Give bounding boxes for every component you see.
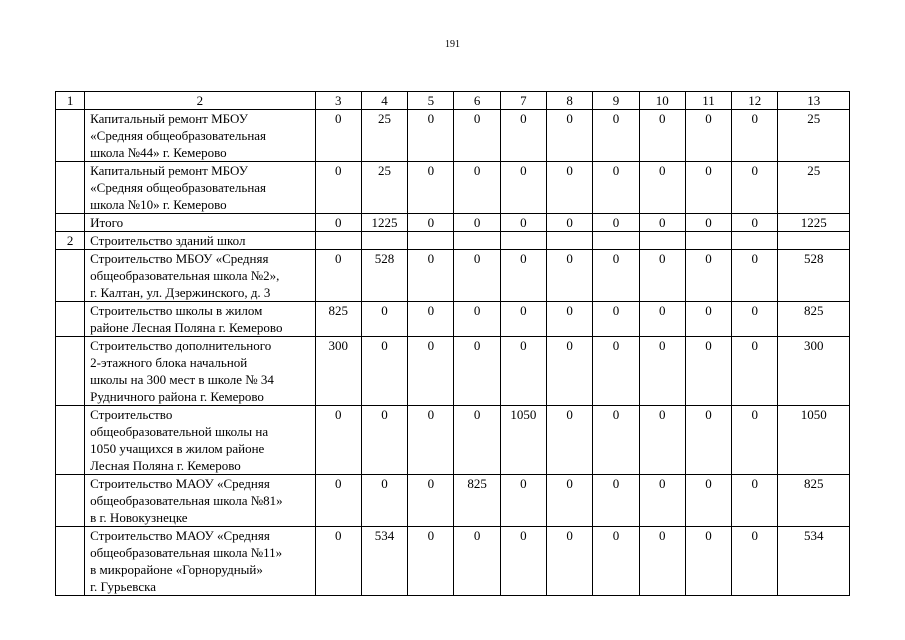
column-header: 5 (408, 92, 454, 110)
page-number: 191 (445, 39, 460, 50)
value-cell: 0 (639, 406, 685, 475)
row-number (56, 406, 85, 475)
value-cell: 0 (685, 302, 731, 337)
value-cell (315, 232, 361, 250)
row-number (56, 337, 85, 406)
value-cell: 0 (547, 337, 593, 406)
value-cell: 0 (315, 406, 361, 475)
table-row (56, 302, 850, 337)
column-header: 7 (500, 92, 546, 110)
value-cell: 0 (315, 527, 361, 596)
row-description (85, 110, 315, 162)
value-cell: 0 (685, 110, 731, 162)
row-number (56, 250, 85, 302)
value-cell: 1050 (500, 406, 546, 475)
value-cell: 25 (361, 110, 407, 162)
value-cell (408, 232, 454, 250)
value-cell: 825 (315, 302, 361, 337)
description-line: школы на 300 мест в школе № 34 (90, 372, 274, 387)
description-line: Строительство (90, 407, 173, 422)
description-line: школа №10» г. Кемерово (90, 197, 227, 212)
value-cell: 0 (639, 110, 685, 162)
description-line: районе Лесная Поляна г. Кемерово (90, 320, 283, 335)
description-line: Строительство МАОУ «Средняя (90, 476, 270, 491)
value-cell: 0 (315, 214, 361, 232)
value-cell: 0 (408, 110, 454, 162)
value-cell: 300 (315, 337, 361, 406)
value-cell: 0 (408, 302, 454, 337)
row-description (85, 337, 315, 406)
value-cell: 0 (408, 527, 454, 596)
value-cell: 0 (454, 250, 500, 302)
value-cell: 0 (500, 475, 546, 527)
description-line: школа №44» г. Кемерово (90, 145, 227, 160)
value-cell: 534 (361, 527, 407, 596)
value-cell: 300 (778, 337, 850, 406)
value-cell: 0 (685, 162, 731, 214)
table-row (56, 110, 850, 162)
row-number: 2 (56, 232, 85, 250)
value-cell: 0 (593, 406, 639, 475)
value-cell: 0 (547, 527, 593, 596)
value-cell: 0 (639, 250, 685, 302)
value-cell: 0 (593, 302, 639, 337)
value-cell (500, 232, 546, 250)
description-line: Строительство МАОУ «Средняя (90, 528, 270, 543)
row-description (85, 527, 315, 596)
description-line: Строительство дополнительного (90, 338, 272, 353)
description-line: 2-этажного блока начальной (90, 355, 248, 370)
funding-table (55, 91, 850, 596)
value-cell (778, 232, 850, 250)
value-cell: 0 (732, 475, 778, 527)
value-cell: 0 (361, 302, 407, 337)
value-cell: 0 (454, 337, 500, 406)
value-cell: 1225 (778, 214, 850, 232)
value-cell: 0 (547, 162, 593, 214)
value-cell: 0 (454, 302, 500, 337)
value-cell: 0 (361, 337, 407, 406)
value-cell: 0 (454, 214, 500, 232)
row-description (85, 302, 315, 337)
value-cell: 0 (547, 110, 593, 162)
description-line: Капитальный ремонт МБОУ (90, 111, 248, 126)
value-cell: 0 (408, 337, 454, 406)
value-cell (639, 232, 685, 250)
value-cell: 0 (547, 475, 593, 527)
description-line: 1050 учащихся в жилом районе (90, 441, 265, 456)
description-line: в г. Новокузнецке (90, 510, 188, 525)
value-cell: 0 (361, 475, 407, 527)
row-description (85, 232, 315, 250)
row-number (56, 110, 85, 162)
value-cell: 0 (593, 475, 639, 527)
column-header: 13 (778, 92, 850, 110)
column-header: 6 (454, 92, 500, 110)
value-cell: 0 (315, 250, 361, 302)
value-cell: 0 (547, 302, 593, 337)
value-cell: 0 (732, 406, 778, 475)
description-line: Итого (90, 215, 124, 230)
table-row (56, 406, 850, 475)
value-cell: 0 (732, 250, 778, 302)
value-cell: 0 (500, 527, 546, 596)
value-cell: 0 (732, 110, 778, 162)
row-description (85, 406, 315, 475)
value-cell: 0 (361, 406, 407, 475)
description-line: Строительство школы в жилом (90, 303, 263, 318)
column-header: 12 (732, 92, 778, 110)
value-cell (593, 232, 639, 250)
description-line: общеобразовательная школа №11» (90, 545, 283, 560)
description-line: Лесная Поляна г. Кемерово (90, 458, 241, 473)
value-cell: 1225 (361, 214, 407, 232)
value-cell: 0 (408, 406, 454, 475)
value-cell: 0 (593, 214, 639, 232)
value-cell: 0 (454, 110, 500, 162)
value-cell: 0 (315, 475, 361, 527)
table-row (56, 162, 850, 214)
value-cell: 0 (639, 475, 685, 527)
value-cell: 25 (778, 110, 850, 162)
table-row (56, 527, 850, 596)
value-cell: 0 (500, 110, 546, 162)
value-cell: 534 (778, 527, 850, 596)
value-cell: 0 (408, 475, 454, 527)
table-row (56, 232, 850, 250)
value-cell: 0 (315, 162, 361, 214)
description-line: Рудничного района г. Кемерово (90, 389, 264, 404)
value-cell: 25 (361, 162, 407, 214)
value-cell: 0 (500, 214, 546, 232)
value-cell: 0 (500, 302, 546, 337)
value-cell: 25 (778, 162, 850, 214)
column-header: 8 (547, 92, 593, 110)
description-line: Капитальный ремонт МБОУ (90, 163, 248, 178)
column-header: 3 (315, 92, 361, 110)
value-cell: 0 (547, 250, 593, 302)
value-cell: 0 (547, 406, 593, 475)
column-header: 4 (361, 92, 407, 110)
value-cell: 0 (685, 214, 731, 232)
description-line: г. Гурьевска (90, 579, 156, 594)
value-cell: 825 (778, 302, 850, 337)
value-cell: 0 (454, 406, 500, 475)
column-header: 11 (685, 92, 731, 110)
value-cell: 0 (593, 527, 639, 596)
row-description (85, 162, 315, 214)
row-number (56, 214, 85, 232)
row-number (56, 302, 85, 337)
value-cell: 0 (454, 527, 500, 596)
value-cell: 0 (408, 162, 454, 214)
value-cell (685, 232, 731, 250)
value-cell: 0 (593, 162, 639, 214)
description-line: общеобразовательная школа №81» (90, 493, 283, 508)
value-cell: 528 (361, 250, 407, 302)
value-cell: 825 (778, 475, 850, 527)
value-cell: 0 (639, 214, 685, 232)
value-cell: 0 (593, 110, 639, 162)
column-header: 1 (56, 92, 85, 110)
table-row (56, 250, 850, 302)
value-cell: 0 (593, 337, 639, 406)
value-cell: 0 (685, 250, 731, 302)
value-cell: 0 (685, 337, 731, 406)
description-line: «Средняя общеобразовательная (90, 128, 267, 143)
value-cell: 0 (639, 302, 685, 337)
value-cell: 825 (454, 475, 500, 527)
description-line: Строительство МБОУ «Средняя (90, 251, 269, 266)
value-cell (732, 232, 778, 250)
row-description (85, 475, 315, 527)
value-cell: 0 (408, 250, 454, 302)
value-cell: 0 (732, 302, 778, 337)
value-cell: 0 (408, 214, 454, 232)
value-cell: 0 (685, 406, 731, 475)
value-cell: 1050 (778, 406, 850, 475)
value-cell: 0 (639, 527, 685, 596)
row-description (85, 250, 315, 302)
value-cell: 0 (732, 162, 778, 214)
row-number (56, 475, 85, 527)
row-number (56, 527, 85, 596)
value-cell: 0 (639, 337, 685, 406)
value-cell: 528 (778, 250, 850, 302)
value-cell: 0 (547, 214, 593, 232)
value-cell: 0 (685, 527, 731, 596)
value-cell: 0 (732, 337, 778, 406)
value-cell (361, 232, 407, 250)
description-line: общеобразовательная школа №2», (90, 268, 280, 283)
value-cell (547, 232, 593, 250)
column-header: 2 (85, 92, 315, 110)
value-cell: 0 (639, 162, 685, 214)
value-cell: 0 (732, 214, 778, 232)
description-line: в микрорайоне «Горнорудный» (90, 562, 263, 577)
column-header: 9 (593, 92, 639, 110)
value-cell: 0 (315, 110, 361, 162)
column-header: 10 (639, 92, 685, 110)
header-row (56, 92, 850, 110)
value-cell: 0 (454, 162, 500, 214)
description-line: общеобразовательной школы на (90, 424, 269, 439)
row-number (56, 162, 85, 214)
description-line: г. Калтан, ул. Дзержинского, д. 3 (90, 285, 271, 300)
value-cell (454, 232, 500, 250)
value-cell: 0 (593, 250, 639, 302)
table-row (56, 214, 850, 232)
table-row (56, 475, 850, 527)
value-cell: 0 (732, 527, 778, 596)
table-row (56, 337, 850, 406)
value-cell: 0 (500, 337, 546, 406)
description-line: Строительство зданий школ (90, 233, 246, 248)
row-description (85, 214, 315, 232)
value-cell: 0 (685, 475, 731, 527)
description-line: «Средняя общеобразовательная (90, 180, 267, 195)
value-cell: 0 (500, 250, 546, 302)
value-cell: 0 (500, 162, 546, 214)
